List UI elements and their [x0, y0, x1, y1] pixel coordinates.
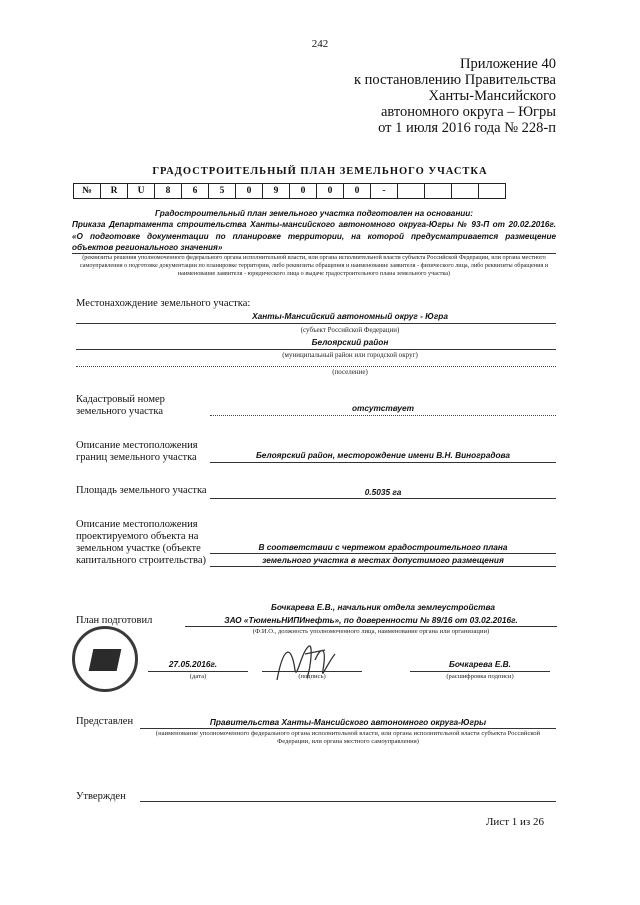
area-label: Площадь земельного участка — [76, 485, 207, 496]
prepared-person-line-2: ЗАО «ТюменьНИПИнефть», по доверенности № 89/16 от 03.02.2016г. — [224, 615, 518, 625]
signature-underline — [262, 671, 362, 672]
basis-caption: (реквизиты решения уполномоченного федерального органа исполнительной власти, или органа исполнительной власти субъекта Российской Федерации, или органа местного самоуправления о подготовке документации по планировке территории, либо реквизиты обращения и наименование заявителя - физического лица, либо реквизиты обращения и наименование заявителя - юридического лица о выдаче градостроительного плана земельного участка) — [79, 254, 549, 277]
basis-text — [72, 208, 556, 254]
name-caption: (расшифровка подписи) — [446, 673, 514, 680]
settlement-caption: (поселение) — [332, 368, 368, 376]
cadastral-value: отсутствует — [351, 403, 415, 413]
plan-number-grid — [73, 183, 506, 199]
object-underline-2 — [210, 566, 556, 567]
submitted-caption: (наименование уполномоченного федерального органа исполнительной власти, или органа исполнительной власти субъекта Российской Федерации, или органа местного самоуправления) — [155, 730, 541, 745]
appendix-line-1: Приложение 40 — [460, 56, 556, 72]
location-district: Белоярский район — [311, 337, 389, 347]
name-underline — [410, 671, 550, 672]
appendix-header — [256, 56, 556, 136]
district-caption: (муниципальный район или городской округ) — [282, 351, 418, 359]
submitted-underline — [140, 728, 556, 729]
plan-number-cell — [425, 184, 452, 199]
object-label-line-2: проектируемого объекта на — [76, 531, 199, 542]
subject-underline — [76, 323, 556, 324]
plan-number-cell — [479, 184, 506, 199]
location-subject: Ханты-Мансийский автономный округ - Югра — [252, 311, 448, 321]
prepared-label: План подготовил — [76, 615, 153, 626]
boundaries-label-line-2: границ земельного участка — [76, 452, 197, 463]
district-underline — [76, 349, 556, 350]
object-label-line-3: земельном участке (объекте — [76, 543, 201, 554]
appendix-line-4: автономного округа – Югры — [380, 104, 556, 120]
plan-number-cell: 0 — [344, 184, 371, 199]
basis-order: Приказа Департамента строительства Ханты-мансийского автономного округа-Югры № 93-П от 20.02.2016г. «О подготовке документации по планировке территории, на которой предусматривается размещение объектов регионального значения» — [72, 220, 556, 253]
plan-number-cell: - — [371, 184, 398, 199]
area-value: 0.5035 га — [364, 487, 402, 497]
approved-underline — [140, 801, 556, 802]
plan-number-cell: № — [74, 184, 101, 199]
prepared-person-line-1: Бочкарева Е.В., начальник отдела землеустройства — [270, 602, 496, 612]
object-value-line-1: В соответствии с чертежом градостроительного плана — [258, 542, 508, 552]
plan-number-cell: 0 — [236, 184, 263, 199]
plan-number-cell: 0 — [290, 184, 317, 199]
object-label-line-4: капитального строительства) — [76, 555, 206, 566]
area-underline — [210, 498, 556, 499]
date-caption: (дата) — [189, 673, 207, 680]
object-underline-1 — [210, 553, 556, 554]
approved-label: Утвержден — [76, 791, 126, 802]
boundaries-underline — [210, 462, 556, 463]
cadastral-label-line-2: земельного участка — [76, 406, 163, 417]
object-label-line-1: Описание местоположения — [76, 519, 198, 530]
document-title: ГРАДОСТРОИТЕЛЬНЫЙ ПЛАН ЗЕМЕЛЬНОГО УЧАСТКА — [152, 166, 488, 177]
sheet-number: Лист 1 из 26 — [485, 816, 544, 828]
object-value-line-2: земельного участка в местах допустимого размещения — [262, 555, 504, 565]
date-underline — [148, 671, 248, 672]
plan-number-cell: 9 — [263, 184, 290, 199]
prepared-caption: (Ф.И.О., должность уполномоченного лица, наименование органа или организации) — [252, 628, 490, 635]
cadastral-label-line-1: Кадастровый номер — [76, 394, 165, 405]
basis-heading: Градостроительный план земельного участка подготовлен на основании: — [154, 209, 474, 218]
plan-number-cell: U — [128, 184, 155, 199]
plan-number-cell: 6 — [182, 184, 209, 199]
cadastral-underline — [210, 415, 556, 416]
stamp-logo — [89, 649, 122, 671]
appendix-line-5: от 1 июля 2016 года № 228-п — [378, 120, 556, 136]
plan-number-cell: 5 — [209, 184, 236, 199]
cadastral-label — [76, 394, 165, 418]
boundaries-label — [76, 440, 198, 464]
plan-number-cell: 0 — [317, 184, 344, 199]
appendix-line-3: Ханты-Мансийского — [428, 88, 556, 104]
plan-number-cell — [452, 184, 479, 199]
prepared-name: Бочкарева Е.В. — [449, 659, 511, 669]
signature-caption: (подпись) — [298, 673, 326, 680]
prepared-date: 27.05.2016г. — [168, 659, 218, 669]
object-label — [76, 519, 206, 567]
page-number: 242 — [311, 38, 329, 50]
plan-number-cell: R — [101, 184, 128, 199]
plan-number-cell: 8 — [155, 184, 182, 199]
appendix-line-2: к постановлению Правительства — [354, 72, 556, 88]
organization-stamp — [72, 626, 138, 692]
submitted-label: Представлен — [76, 716, 134, 727]
boundaries-value: Белоярский район, месторождение имени В.Н. Виноградова — [255, 450, 511, 460]
settlement-underline — [76, 366, 556, 367]
subject-caption: (субъект Российской Федерации) — [300, 326, 400, 334]
boundaries-label-line-1: Описание местоположения — [76, 440, 198, 451]
location-label: Местонахождение земельного участка: — [76, 298, 251, 309]
submitted-value: Правительства Ханты-Мансийского автономного округа-Югры — [209, 717, 487, 727]
plan-number-cell — [398, 184, 425, 199]
prepared-underline — [185, 626, 557, 627]
